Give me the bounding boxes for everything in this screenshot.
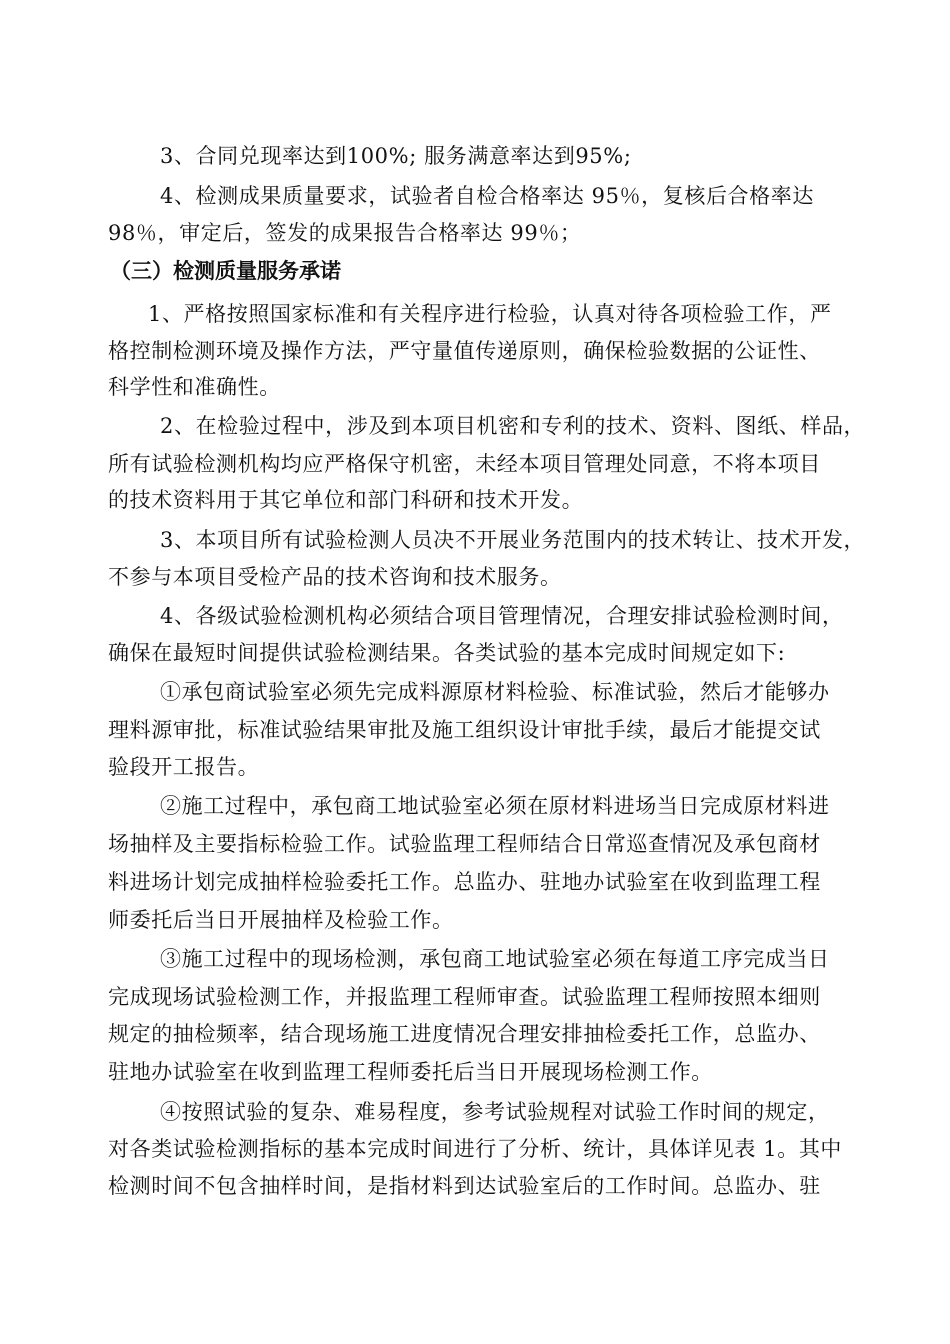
text-line: 4、检测成果质量要求，试验者自检合格率达 95％，复核后合格率达	[160, 184, 814, 208]
text-line: 场抽样及主要指标检验工作。试验监理工程师结合日常巡查情况及承包商材	[108, 832, 821, 856]
text-line: 所有试验检测机构均应严格保守机密，未经本项目管理处同意，不将本项目	[108, 452, 821, 476]
text-line: ③施工过程中的现场检测，承包商工地试验室必须在每道工序完成当日	[160, 947, 830, 971]
text-line: 理料源审批，标准试验结果审批及施工组织设计审批手续，最后才能提交试	[108, 718, 821, 742]
text-line: 驻地办试验室在收到监理工程师委托后当日开展现场检测工作。	[108, 1060, 713, 1084]
text-line: 科学性和准确性。	[108, 375, 281, 399]
text-line: 确保在最短时间提供试验检测结果。各类试验的基本完成时间规定如下:	[108, 641, 786, 665]
text-line: 料进场计划完成抽样检验委托工作。总监办、驻地办试验室在收到监理工程	[108, 870, 821, 894]
section-heading: （三）检测质量服务承诺	[110, 259, 341, 283]
text-line: 3、本项目所有试验检测人员决不开展业务范围内的技术转让、技术开发，	[160, 528, 866, 552]
text-line: 1、严格按照国家标准和有关程序进行检验，认真对待各项检验工作，严	[148, 302, 832, 326]
text-line: 检测时间不包含抽样时间，是指材料到达试验室后的工作时间。总监办、驻	[108, 1174, 821, 1198]
text-line: 2、在检验过程中，涉及到本项目机密和专利的技术、资料、图纸、样品，	[160, 414, 866, 438]
text-line: 不参与本项目受检产品的技术咨询和技术服务。	[108, 565, 562, 589]
text-line: ①承包商试验室必须先完成料源原材料检验、标准试验，然后才能够办	[160, 680, 830, 704]
text-line: ④按照试验的复杂、难易程度，参考试验规程对试验工作时间的规定，	[160, 1100, 830, 1124]
text-line: 的技术资料用于其它单位和部门科研和技术开发。	[108, 488, 584, 512]
text-line: ②施工过程中，承包商工地试验室必须在原材料进场当日完成原材料进	[160, 794, 830, 818]
text-line: 格控制检测环境及操作方法，严守量值传递原则，确保检验数据的公证性、	[108, 339, 821, 363]
text-line: 98％，审定后，签发的成果报告合格率达 99％；	[108, 221, 582, 245]
text-line: 验段开工报告。	[108, 755, 260, 779]
text-line: 对各类试验检测指标的基本完成时间进行了分析、统计，具体详见表 1。其中	[108, 1137, 843, 1161]
text-line: 完成现场试验检测工作，并报监理工程师审查。试验监理工程师按照本细则	[108, 985, 821, 1009]
text-line: 规定的抽检频率，结合现场施工进度情况合理安排抽检委托工作，总监办、	[108, 1022, 821, 1046]
text-line: 4、各级试验检测机构必须结合项目管理情况，合理安排试验检测时间，	[160, 604, 844, 628]
text-line: 3、合同兑现率达到100%; 服务满意率达到95%;	[160, 144, 632, 168]
text-line: 师委托后当日开展抽样及检验工作。	[108, 908, 454, 932]
